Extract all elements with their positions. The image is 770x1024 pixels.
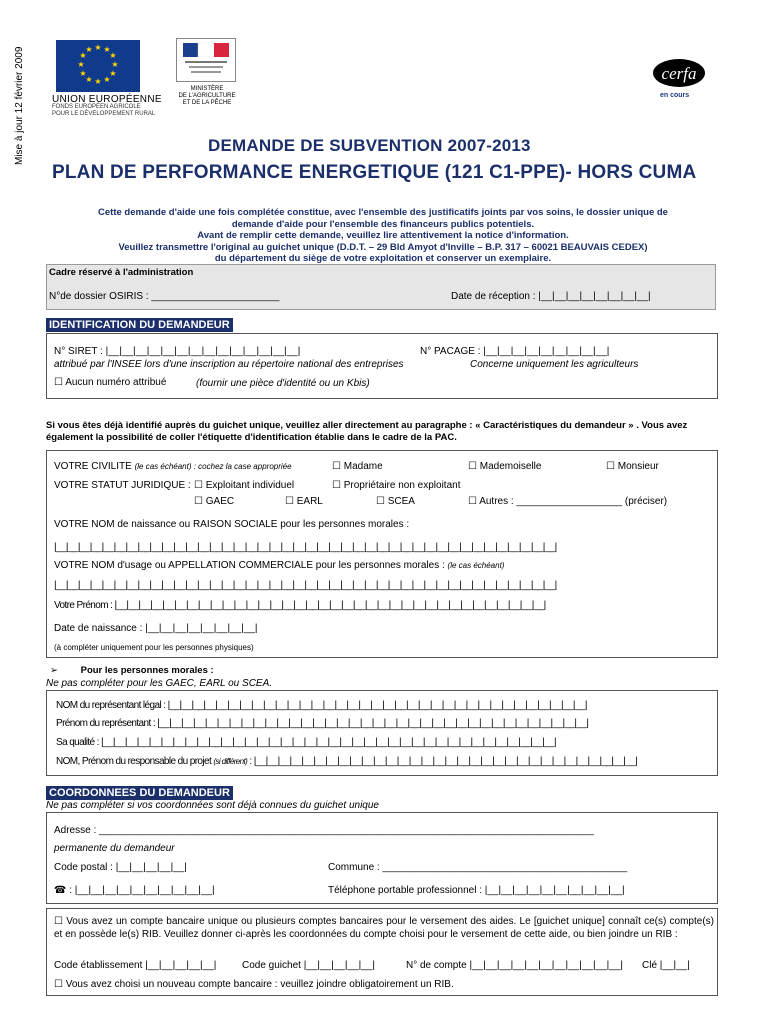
osiris-number-field[interactable]: N°de dossier OSIRIS : _______________________ <box>49 291 280 302</box>
eu-title: UNION EUROPÉENNE <box>52 94 162 105</box>
monsieur-label: Monsieur <box>617 461 659 472</box>
usage-name-label: VOTRE NOM d'usage ou APPELLATION COMMERCIALE pour les personnes morales : <box>54 560 445 571</box>
birth-name-label: VOTRE NOM de naissance ou RAISON SOCIALE pour les personnes morales : <box>54 519 410 530</box>
exploitant-checkbox[interactable] <box>194 480 294 491</box>
ministry-caption <box>172 86 242 107</box>
no-number-note: (fournir une pièce d'identité ou un Kbis) <box>196 378 370 389</box>
cerfa-status: en cours <box>660 92 690 99</box>
postal-code-field[interactable]: Code postal : |__|__|__|__|__| <box>54 862 187 873</box>
project-manager-label: NOM, Prénom du responsable du projet <box>56 756 212 767</box>
mobile-phone-field[interactable]: Téléphone portable professionnel : |__|__|__|__|__|__|__|__|__|__| <box>328 885 625 896</box>
ministry-logo <box>176 38 236 82</box>
contact-section-header: COORDONNEES DU DEMANDEUR <box>46 786 233 800</box>
ministry-line3: ET DE LA PÊCHE <box>182 100 232 106</box>
phone-field[interactable]: ☎ : |__|__|__|__|__|__|__|__|__|__| <box>54 885 215 896</box>
scea-checkbox[interactable] <box>376 496 415 507</box>
usage-name-field[interactable]: |__|__|__|__|__|__|__|__|__|__|__|__|__|__|__|__|__|__|__|__|__|__|__|__|__|__|__|__|__|__|__|__|__|__|__|__|__|__|__|__|__|__| <box>54 580 557 591</box>
project-manager-row[interactable] <box>56 756 637 767</box>
form-title: DEMANDE DE SUBVENTION 2007-2013 <box>208 136 531 155</box>
eu-fund-line1: FONDS EUROPÉEN AGRICOLE <box>52 104 141 110</box>
svg-text:★: ★ <box>103 45 111 54</box>
svg-text:★: ★ <box>85 45 93 54</box>
cerfa-wordmark: cerfa <box>661 64 697 83</box>
scea-label: SCEA <box>387 496 415 507</box>
pacage-field[interactable]: N° PACAGE : |__|__|__|__|__|__|__|__|__| <box>420 346 610 357</box>
arrow-bullet-icon: ➢ <box>50 665 58 676</box>
representative-name-field[interactable]: NOM du représentant légal : |__|__|__|__|__|__|__|__|__|__|__|__|__|__|__|__|__|__|__|__|__|__|__|__|__|__|__|__|__|__|__|__|__|__|__| <box>56 700 587 711</box>
cerfa-badge-icon <box>652 58 706 88</box>
already-identified-note: Si vous êtes déjà identifié auprès du guichet unique, veuillez aller directement au paragraphe : « Caractéristiques du demandeur » . Vous avez également la possibilité de coller l'étiquette d'identification établie dans le cadre de la PAC. <box>46 420 688 443</box>
intro-line: du département du siège de votre exploitation et conserver un exemplaire. <box>214 253 552 264</box>
eu-caption <box>52 96 162 118</box>
civility-label: VOTRE CIVILITE <box>54 461 132 472</box>
svg-text:★: ★ <box>109 51 117 60</box>
pacage-note: Concerne uniquement les agriculteurs <box>470 359 639 370</box>
checkbox-icon: ☐ <box>285 496 294 507</box>
contact-note: Ne pas compléter si vos coordonnées sont déjà connues du guichet unique <box>46 800 379 811</box>
ministry-line1: MINISTÈRE <box>190 86 224 92</box>
bank-existing-text: Vous avez un compte bancaire unique ou plusieurs comptes bancaires pour le versement des aides. Le [guichet unique] connaît ce(s) compte(s) et en possède le(s) RIB. Veuillez donner ci-après les coordonnées du compte choisi pour le versement de cette aide, ou bien joindre un RIB : <box>54 916 714 940</box>
madame-checkbox[interactable] <box>332 461 383 472</box>
branch-code-field[interactable]: Code guichet |__|__|__|__|__| <box>242 960 375 971</box>
intro-line: Cette demande d'aide une fois complétée constitue, avec l'ensemble des justificatifs joints par vos soins, le dossier unique de <box>98 207 668 218</box>
earl-checkbox[interactable] <box>285 496 323 507</box>
eu-flag-logo <box>56 40 140 92</box>
usage-name-row <box>54 560 504 571</box>
project-manager-field: : |__|__|__|__|__|__|__|__|__|__|__|__|__|__|__|__|__|__|__|__|__|__|__|__|__|__|__|__|__|__|__|__| <box>249 756 638 767</box>
update-date-text: Mise à jour 12 février 2009 <box>14 46 25 165</box>
gaec-label: GAEC <box>205 496 235 507</box>
earl-label: EARL <box>296 496 323 507</box>
checkbox-icon: ☐ <box>194 496 203 507</box>
address-note: permanente du demandeur <box>54 843 175 854</box>
ministry-line2: DE L'AGRICULTURE <box>178 93 236 99</box>
identification-section-header: IDENTIFICATION DU DEMANDEUR <box>46 318 233 332</box>
legal-persons-heading <box>50 665 214 676</box>
commune-field[interactable]: Commune : ____________________________________________ <box>328 862 628 873</box>
marianne-icon <box>177 39 235 81</box>
cerfa-logo <box>652 58 706 88</box>
svg-text:★: ★ <box>85 75 93 84</box>
representative-role-field[interactable]: Sa qualité : |__|__|__|__|__|__|__|__|__|__|__|__|__|__|__|__|__|__|__|__|__|__|__|__|__|__|__|__|__|__|__|__|__|__|__|__|__|__| <box>56 737 556 748</box>
first-name-field[interactable]: Votre Prénom : |__|__|__|__|__|__|__|__|__|__|__|__|__|__|__|__|__|__|__|__|__|__|__|__|__|__|__|__|__|__|__|__|__|__|__|__| <box>54 600 546 611</box>
intro-line: Avant de remplir cette demande, veuillez lire attentivement la notice d'information. <box>197 230 569 241</box>
autres-checkbox[interactable] <box>468 496 667 507</box>
bank-existing-row[interactable] <box>54 915 714 941</box>
checkbox-icon: ☐ <box>332 461 341 472</box>
monsieur-checkbox[interactable] <box>606 461 659 472</box>
eu-stars-icon <box>56 40 140 92</box>
intro-line: demande d'aide pour l'ensemble des financeurs publics potentiels. <box>231 218 535 230</box>
bank-code-field[interactable]: Code établissement |__|__|__|__|__| <box>54 960 217 971</box>
mademoiselle-label: Mademoiselle <box>479 461 542 472</box>
reception-date-field[interactable]: Date de réception : |__|__|__|__|__|__|__|__| <box>451 291 651 302</box>
civility-row <box>54 461 292 472</box>
madame-label: Madame <box>343 461 383 472</box>
checkbox-icon: ☐ <box>194 480 203 491</box>
rib-key-field[interactable]: Clé |__|__| <box>642 960 690 971</box>
checkbox-icon: ☐ <box>468 461 477 472</box>
usage-name-note: (le cas échéant) <box>447 561 505 570</box>
checkbox-icon: ☐ <box>332 480 341 491</box>
svg-text:★: ★ <box>79 69 87 78</box>
svg-text:★: ★ <box>109 69 117 78</box>
checkbox-icon: ☐ <box>54 377 63 388</box>
civility-note: (le cas échéant) : cochez la case appropriée <box>134 462 292 471</box>
svg-text:★: ★ <box>111 60 119 69</box>
svg-text:★: ★ <box>103 75 111 84</box>
admin-reserved-box <box>46 264 716 310</box>
exploitant-label: Exploitant individuel <box>205 480 295 491</box>
proprietaire-label: Propriétaire non exploitant <box>343 480 461 491</box>
svg-text:★: ★ <box>94 77 102 86</box>
eu-fund-line2: POUR LE DÉVELOPPEMENT RURAL <box>52 111 156 117</box>
no-number-label: Aucun numéro attribué <box>65 377 167 388</box>
birth-date-field[interactable]: Date de naissance : |__|__|__|__|__|__|__|__| <box>54 623 258 634</box>
legal-persons-note: Ne pas compléter pour les GAEC, EARL ou SCEA. <box>46 678 273 689</box>
no-number-checkbox[interactable] <box>54 377 166 388</box>
form-subtitle: PLAN DE PERFORMANCE ENERGETIQUE (121 C1-PPE)- HORS CUMA <box>52 162 697 183</box>
admin-box-label: Cadre réservé à l'administration <box>49 267 194 278</box>
checkbox-icon: ☐ <box>376 496 385 507</box>
checkbox-icon: ☐ <box>54 916 63 927</box>
legal-status-label: VOTRE STATUT JURIDIQUE : <box>54 480 191 491</box>
gaec-checkbox[interactable] <box>194 496 234 507</box>
address-field[interactable]: Adresse : _________________________________________________________________________________________ <box>54 825 594 836</box>
intro-text <box>48 207 718 265</box>
siret-note: attribué par l'INSEE lors d'une inscription au répertoire national des entreprises <box>54 359 404 370</box>
svg-text:★: ★ <box>77 60 85 69</box>
checkbox-icon: ☐ <box>54 979 63 990</box>
bank-new-row[interactable] <box>54 979 454 990</box>
physical-persons-note: (à compléter uniquement pour les personnes physiques) <box>54 643 254 652</box>
account-number-field[interactable]: N° de compte |__|__|__|__|__|__|__|__|__|__|__| <box>406 960 623 971</box>
svg-text:★: ★ <box>79 51 87 60</box>
checkbox-icon: ☐ <box>468 496 477 507</box>
update-date-note <box>14 40 28 165</box>
representative-firstname-field[interactable]: Prénom du représentant : |__|__|__|__|__|__|__|__|__|__|__|__|__|__|__|__|__|__|__|__|__|__|__|__|__|__|__|__|__|__|__|__|__|__|__|__| <box>56 718 589 729</box>
autres-field: Autres : ___________________ (préciser) <box>479 496 668 507</box>
project-manager-note: (si différent) <box>213 757 248 766</box>
bank-new-text: Vous avez choisi un nouveau compte bancaire : veuillez joindre obligatoirement un RIB. <box>65 979 454 990</box>
intro-line: Veuillez transmettre l'original au guichet unique (D.D.T. – 29 Bld Amyot d'Inville – B.P. 317 – 60021 BEAUVAIS CEDEX) <box>118 241 648 253</box>
proprietaire-checkbox[interactable] <box>332 480 461 491</box>
birth-name-field[interactable]: |__|__|__|__|__|__|__|__|__|__|__|__|__|__|__|__|__|__|__|__|__|__|__|__|__|__|__|__|__|__|__|__|__|__|__|__|__|__|__|__|__|__| <box>54 542 557 553</box>
legal-persons-title: Pour les personnes morales : <box>80 665 214 676</box>
mademoiselle-checkbox[interactable] <box>468 461 541 472</box>
checkbox-icon: ☐ <box>606 461 615 472</box>
svg-text:★: ★ <box>94 43 102 52</box>
siret-field[interactable]: N° SIRET : |__|__|__|__|__|__|__|__|__|__|__|__|__|__| <box>54 346 301 357</box>
